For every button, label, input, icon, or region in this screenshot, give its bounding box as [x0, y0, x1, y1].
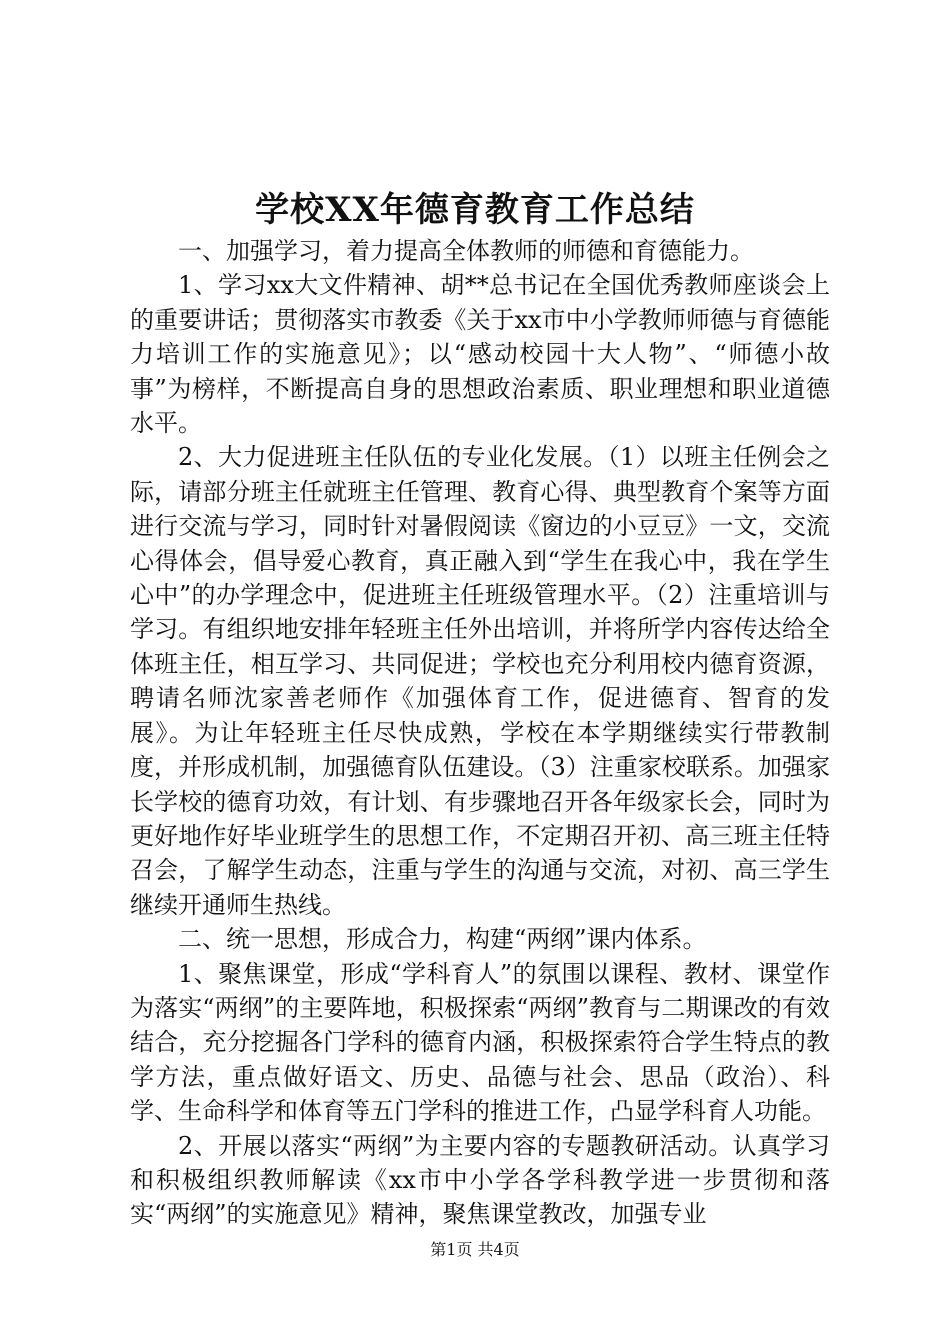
section-heading-2: 二、统一思想，形成合力，构建“两纲”课内体系。	[178, 925, 707, 954]
section-heading-1: 一、加强学习，着力提高全体教师的师德和育德能力。	[178, 237, 754, 265]
paragraph-1-2: 2、大力促进班主任队伍的专业化发展。（1）以班主任例会之际，请部分班主任就班主任管理、教育心得、典型教育个案等方面进行交流与学习，同时针对暑假阅读《窗边的小豆豆》一文，交流心得体会，倡导爱心教育，真正融入到“学生在我心中，我在学生心中”的办学理念中，促进班主任班级管理水平。（2）注重培训与学习。有组织地安排年轻班主任外出培训，并将所学内容传达给全体班主任，相互学习、共同促进；学校也充分利用校内德育资源，聘请名师沈家善老师作《加强体育工作，促进德育、智育的发展》。为让年轻班主任尽快成熟，学校在本学期继续实行带教制度，并形成机制，加强德育队伍建设。（3）注重家校联系。加强家长学校的德育功效，有计划、有步骤地召开各年级家长会，同时为更好地作好毕业班学生的思想工作，不定期召开初、高三班主任特召会，了解学生动态，注重与学生的沟通与交流，对初、高三学生继续开通师生热线。	[130, 443, 830, 919]
document-title: 学校XX年德育教育工作总结	[255, 190, 695, 230]
page-footer: 第1页 共4页	[430, 1240, 520, 1259]
paragraph-1-1: 1、学习xx大文件精神、胡**总书记在全国优秀教师座谈会上的重要讲话；贯彻落实市教委《关于xx市中小学教师师德与育德能力培训工作的实施意见》；以“感动校园十大人物”、“师德小故事”为榜样，不断提高自身的思想政治素质、职业理想和职业道德水平。	[130, 271, 830, 438]
paragraph-2-2: 2、开展以落实“两纲”为主要内容的专题教研活动。认真学习和积极组织教师解读《xx市中小学各学科教学进一步贯彻和落实“两纲”的实施意见》精神，聚焦课堂教改，加强专业	[130, 1131, 830, 1229]
paragraph-2-1: 1、聚焦课堂，形成“学科育人”的氛围以课程、教材、课堂作为落实“两纲”的主要阵地，积极探索“两纲”教育与二期课改的有效结合，充分挖掘各门学科的德育内涵，积极探索符合学生特点的教学方法，重点做好语文、历史、品德与社会、思品（政治）、科学、生命科学和体育等五门学科的推进工作，凸显学科育人功能。	[130, 959, 830, 1126]
document-body	[130, 234, 830, 1232]
